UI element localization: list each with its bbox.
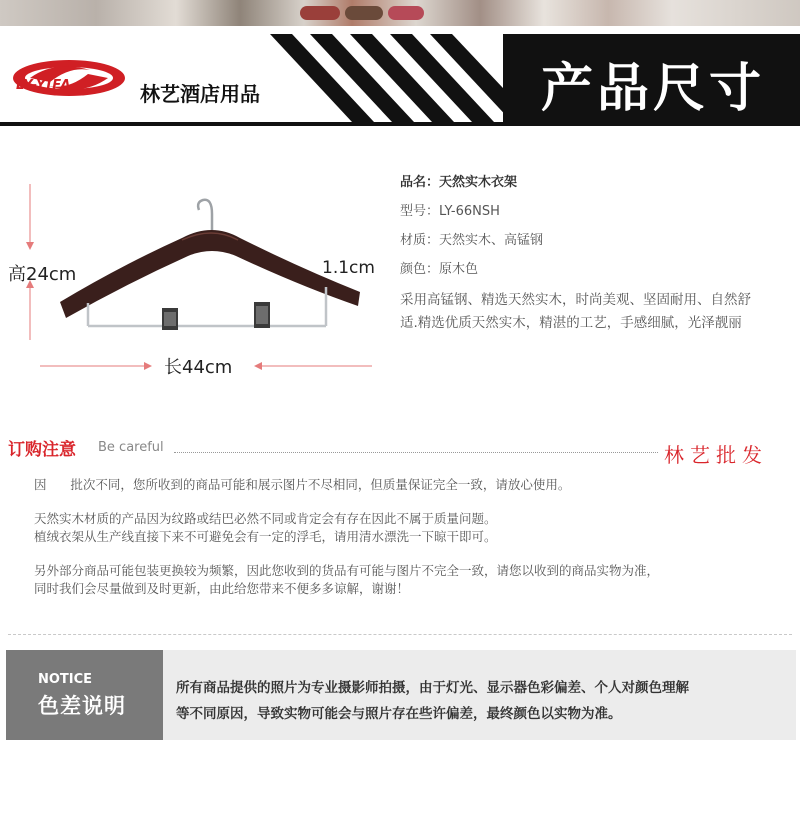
dotted-divider	[174, 452, 658, 453]
note-line: 植绒衣架从生产线直接下来不可避免会有一定的浮毛，请用清水漂洗一下晾干即可。	[34, 529, 497, 544]
shoe-shape	[388, 6, 424, 20]
note-wood	[34, 510, 784, 546]
note-line: 天然实木材质的产品因为纹路或结巴必然不同或肯定会有存在因此不属于质量问题。	[34, 511, 497, 526]
stripe-decoration	[270, 34, 520, 122]
spec-panel	[400, 174, 798, 336]
color-notice-en: NOTICE	[38, 672, 93, 687]
dashed-divider	[8, 634, 792, 635]
color-notice-text	[176, 675, 689, 727]
note-batch	[34, 476, 784, 494]
header-banner	[0, 34, 800, 126]
spec-desc-1: 采用高锰钢、精选天然实木，时尚美观、坚固耐用、自然舒	[400, 292, 751, 308]
color-notice-line-2: 等不同原因，导致实物可能会与照片存在些许偏差，最终颜色以实物为准。	[176, 706, 622, 722]
length-label: 长44cm	[164, 357, 233, 378]
logo-text: LY-YIFA	[16, 78, 72, 93]
spec-name: 品名：天然实木衣架	[400, 175, 518, 190]
spec-model: 型号：LY-66NSH	[400, 204, 500, 219]
notice-notes	[34, 476, 784, 614]
title-block	[503, 34, 800, 122]
shoe-shape	[345, 6, 383, 20]
notice-header	[0, 433, 800, 469]
notice-title: 订购注意	[8, 440, 76, 460]
page-title: 产品尺寸	[541, 59, 766, 119]
spec-color: 颜色：原木色	[400, 262, 479, 277]
height-label: 高24cm	[8, 264, 77, 285]
notice-subtitle: Be careful	[98, 440, 164, 455]
shoe-shape	[300, 6, 340, 20]
color-notice-cn: 色差说明	[38, 694, 126, 718]
color-notice-tag	[6, 650, 163, 740]
note-line: 另外部分商品可能包装更换较为频繁，因此您收到的货品有可能与图片不完全一致，请您以收到的商品实物为准，	[34, 563, 660, 578]
spec-desc-2: 适.精选优质天然实木，精湛的工艺，手感细腻，光泽靓丽	[400, 315, 742, 331]
thickness-label: 1.1cm	[322, 258, 375, 278]
brand-name: 林艺酒店用品	[140, 82, 260, 106]
color-notice-panel	[6, 650, 796, 740]
note-package	[34, 562, 784, 598]
note-line: 因 批次不同，您所收到的商品可能和展示图片不尽相同，但质量保证完全一致，请放心使用。	[34, 477, 571, 492]
spec-material: 材质：天然实木、高锰钢	[400, 233, 544, 248]
wholesale-label: 林艺批发	[664, 443, 768, 467]
color-notice-line-1: 所有商品提供的照片为专业摄影师拍摄，由于灯光、显示器色彩偏差、个人对颜色理解	[176, 680, 689, 696]
top-photo-strip	[0, 0, 800, 26]
note-line: 同时我们会尽量做到及时更新，由此给您带来不便多多谅解，谢谢！	[34, 581, 410, 596]
